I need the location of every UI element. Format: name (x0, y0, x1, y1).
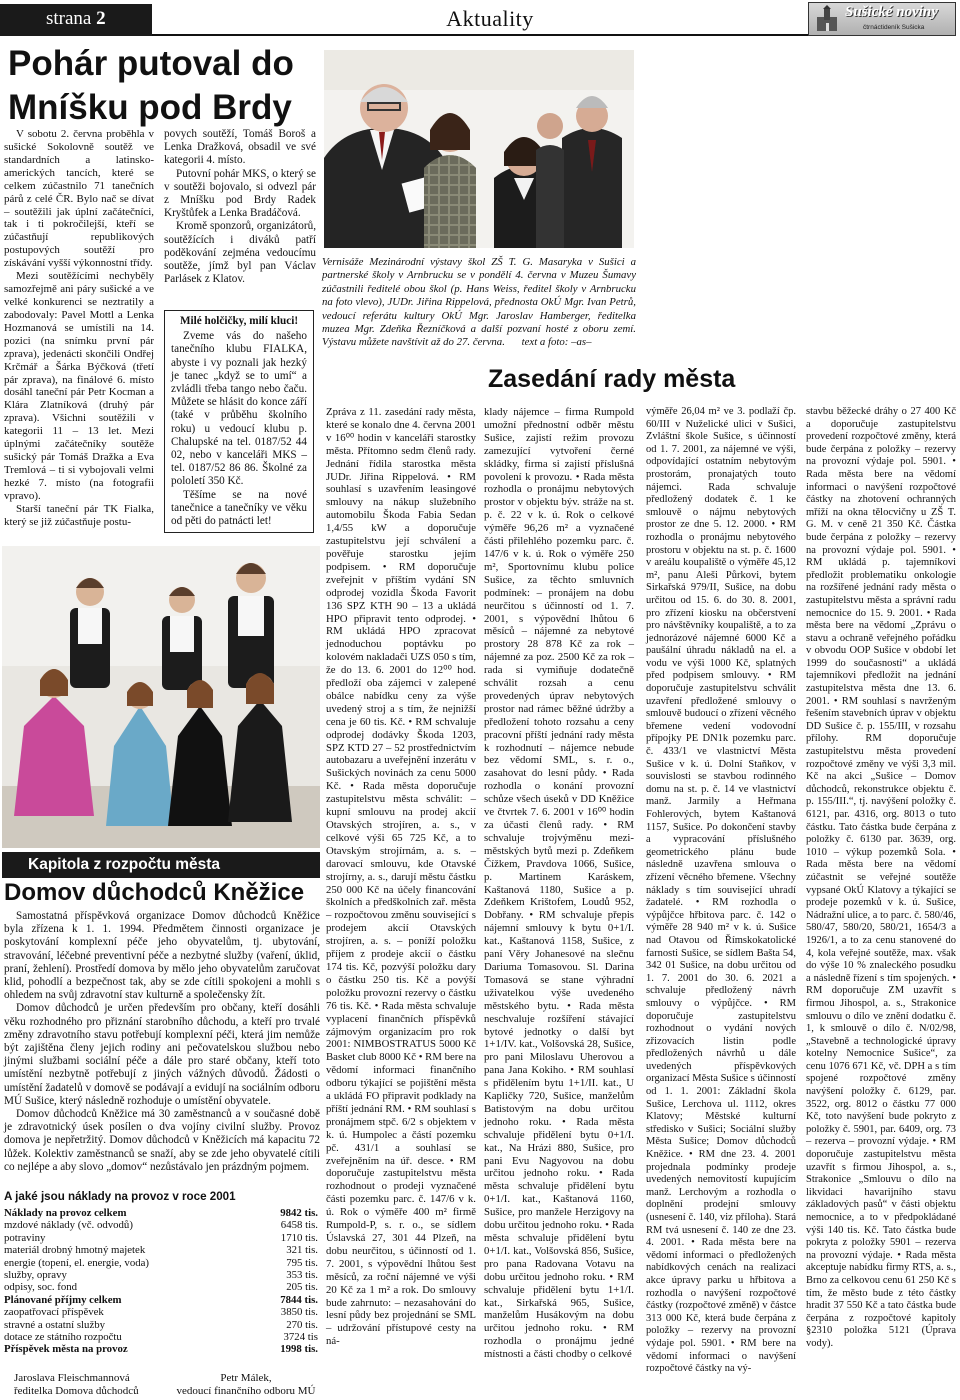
budget-section-bar: Kapitola z rozpočtu města (2, 852, 320, 878)
costs-title: A jaké jsou náklady na provoz v roce 2001 (4, 1190, 236, 1203)
dance-club-invite-box (164, 310, 314, 533)
council-headline: Zasedání rady města (488, 365, 736, 393)
photo-credit: text a foto: –as– (521, 336, 592, 349)
paragraph: Těšíme se na nové tanečnice a tanečníky ve věku od pěti do patnácti let! (171, 488, 307, 528)
paragraph: Zveme vás do našeho tanečního klubu FIALKA, abyste i vy poznali jak hezký je tanec „když se to umí“ a zvládli třeba tango nebo čaču. Můžete se hlásit do konce září (také v průběhu školního roku) u vedoucí klubu p. Chalupské na tel. 0187/52 44 02, nebo v kanceláři MKS – tel. 0187/52 86 86. Školné za pololetí 350 Kč. (171, 330, 307, 488)
paragraph: Starší taneční pár TK Fialka, který se již zúčastňuje postu- (4, 502, 154, 528)
page-number-tab (0, 4, 152, 36)
paragraph: V sobotu 2. června proběhla v sušické Sokolovně soutěž ve standardních a latinsko-amerických tancích, které se celkem zúčastnilo 71 tanečních párů z celé ČR. Bylo nač se dívat – soutěžili jak úplní začátečníci, tak i ti pokročilejší, kteří se zúčastňují republikových postupových soutěží pro získávání vyšší výkonnostní třídy. (4, 128, 154, 270)
article-headline: Pohár putoval do Mníšku pod Brdy (8, 44, 294, 127)
dance-couples-photo (2, 546, 320, 848)
paragraph: Domov důchodců je určen především pro občany, kteří dosáhli věku rozhodného pro přiznání starobního důchodu, a kteří pro trvalé změny zdravotního stavu potřebují komplexní péči, která jim nemůže být zajištěna členy jejich rodiny ani pečovatelskou službou nebo jinými službami sociální péče a dále pro staré občany, kteří toto umístění nezbytně potřebují z jiných vážných důvodů. Žádosti o umístění žadatelů v domově se podávají a evidují na sociálním odboru MÚ Sušice, který následně rozhoduje o umístění obyvatele. (4, 1002, 320, 1107)
signature-left (14, 1372, 174, 1397)
signature-name: Jaroslava Fleischmannová (14, 1372, 130, 1384)
council-col4 (806, 406, 956, 1351)
paragraph: povych soutěží, Tomáš Boroš a Lenka Dražková, obsadil ve své kategorii 4. místo. (164, 128, 316, 167)
church-icon (813, 5, 841, 33)
costs-table (4, 1207, 318, 1356)
vernisage-caption (322, 256, 636, 350)
paragraph: Kromě sponzorů, organizátorů, soutěžících i diváků patří poděkování zejména vedoucímu soutěže, jímž byl pan Václav Parlásek z Klatov. (164, 220, 316, 286)
signature-right (168, 1372, 324, 1397)
paragraph: Putovní pohár MKS, o který se v soutěži bojovalo, si odvezl pár z Mníšku pod Brdy Radek Kryštůfek a Lenka Bradáčová. (164, 167, 316, 220)
cost-row: dotace ze státního rozpočtu 3724 tis (4, 1331, 318, 1344)
page-number: 2 (96, 8, 106, 29)
cost-row: potraviny 1710 tis. (4, 1231, 318, 1244)
vernisage-photo-graphic (324, 50, 634, 248)
paragraph: výměře 26,04 m² ve 3. podlaží čp. 60/III v Nuželické ulici v Sušici, Zvláštní škole Sušice, s účinností od 1. 7. 2001, za nájemné ve výši, odpovídající ostatním nebytovým prostorám, pronajatých touto nájemci. Rada schvaluje předložený dodatek č. 1 ke smlouvě o nájmu nebytových prostor ze dne 5. 12. 2000. • RM rozhodla o pronájmu nebytového prostoru v objektu na st. p. č. 1600 v areálu koupaliště o výměře 45,12 m², panu Aleši Půrkovi, bytem Sirkařská 979/II, Sušice, na dobu určitou od 15. 6. do 30. 8. 2001, pro zřízení kiosku na občerstvení pro návštěvníky koupaliště, a to za jednorázové nájemné 6000 Kč a paušální úhradu nákladů na el. a vodu ve výši 1000 Kč, splatných před podpisem smlouvy. • RM doporučuje zastupitelstvu schválit uzavření předložené smlouvy o smlouvě budoucí o zřízení věcného břemene vedení vodovodní přípojky PE DN1k pozemku parc. č. 433/1 ve vlastnictví Města Sušice v k. ú. Dolní Staňkov, v souvislosti se stavbou rodinného domu na st. p. č. 14 ve vlastnictví manž. Jarmily a Heřmana Fohlerových, bytem Kaštanová 1157, Sušice. Po dokončení stavby a vypracování příslušného geometrického plánu bude následně uzavřena smlouva o zřízení věcného břemene. Všechny náklady s tím související uhradí žadatelé. • RM rozhodla o výpůjčce hřbitova parc. č. 142 o výměře 28 940 m² v k. ú. Sušice nad Otavou od Římskokatolické farnosti Sušice, se sídlem Bašta 54, 342 01 Sušice, na dobu určitou od 1. 7. 2001 do 30. 6. 2021 a schvaluje předložený návrh smlouvy o výpůjčce. • RM doporučuje zastupitelstvu rozhodnout o vydání nových zřizovacích listin podle předložených návrhů u dále uvedených příspěvkových organizací Města Sušice s účinností od 1. 1. 2001: Základní škola Sušice, Lerchova ul. 1112, okres Klatovy; Městské kulturní středisko v Sušici; Sociální služby Města Sušice; Domov důchodců Kněžice. • RM dne 23. 4. 2001 projednala podmínky prodeje uvedených nemovitostí kupujícím manž. Lerchovým a rozhodla o doplnění prodejní smlouvy (usnesení č. 140, viz příloha). Stará RM tvá usnesení č. 140 ze dne 23. 4. 2001. • Rada města bere na vědomí informaci o předložených nabídkových cenách na realizaci akce úpravy parku u hřbitova a rozhodla o navýšení rozpočtové částky (rozpočtové změně) v částce 313 000 Kč, která bude čerpána z položky – rezervy na provozní výdaje pol. 5901. • RM bere na vědomí informaci o navýšení rozpočtové částky na vý- (646, 406, 796, 1375)
paragraph: klady nájemce – firma Rumpold umožní přednostní odběr městu Sušice, zajistí režim provozu zamezující vytvoření černé skládky, firma si zajistí příslušná povolení k provozu. • Rada města rozhodla o pronájmu nebytových prostor v objektu býv. stráže na st. p. č. 22 v k. ú. Rok o celkové výměře 96,26 m² a vyznačené části přilehlého pozemku parc. č. 147/6 v k. ú. Rok o výměře 250 m², Sportovnímu klubu police Sušice, za těchto smluvních podmínek: – pronájem na dobu neurčitou s účinností od 1. 7. 2001, s výpovědní lhůtou 6 měsíců – nájemné za nebytové prostory 28 878 Kč za rok – nájemné za poz. 2500 Kč za rok – rada si vymiňuje dodatečně schválit rozsah a cenu provedených úprav nebytových prostor nad rámec běžné údržby a předložení tohoto rozsahu a ceny pracovní příští jednání rady města k rozhodnutí – nájemce nebude bez vědomí SML, s. r. o., zasahovat do lesní půdy. • Rada rozhodla o konání provozní schůze všech úseků v DD Kněžice ve čtvrtek 7. 6. 2001 v 16⁰⁰ hodin za účasti členů rady. • RM schvaluje trojvýměnu mezi-městských bytů mezi p. Zdeňkem Čížkem, Pravdova 1066, Sušice, p. Martinem Karáskem, Kaštanová 1180, Sušice a p. Zdeňkem Krištofem, Loudů 952, Dobřany. • RM schvaluje přepis nájemní smlouvy k bytu 0+1/I. kat., Kaštanová 1158, Sušice, z paní Věry Johanesové na slečnu Dariuma Tomasovou. Sl. Darina Tomasová se stane výhradní uživatelkou výše uvedeného městského bytu. • Rada města neschvaluje rozšíření stávající bytové jednotky o další byt 1+1/IV. kat., Volšovská 28, Sušice, pro pani Miloslavu Uherovou a pana Jana Kokiho. • RM souhlasí s přidělením bytu 1+1/II. kat., U Kapličky 720, Sušice, manželům Batistovým na dobu určitou jednoho roku. • Rada města schvaluje přidělení bytu 0+1/I. kat., Na Hrázi 880, Sušice, pro pani Evu Nagyovou na dobu určitou jednoho roku. • Rada města schvaluje přidělení bytu 0+1/I. kat., Kaštanová 1160, Sušice, pro manžele Herzigovy na dobu určitou jednoho roku. • Rada města schvaluje přidělení bytu 0+1/I. kat., Volšovská 856, Sušice, pro pana Radovana Votavu na dobu určitou jednoho roku. • RM schvaluje přidělení bytu 1+1/I. kat., Sirkařská 965, Sušice, manželům Husákovým na dobu určitou jednoho roku. • RM rozhodla o pronájmu jedné místnosti a části chodby o celkové (484, 406, 634, 1361)
paragraph: Samostatná příspěvková organizace Domov důchodců Kněžice byla zřízena k 1. 1. 1994. Předmětem činnosti organizace je poskytování komplexní péče jeho obyvatelům, tj. ubytování, stravování, léčebné preventivní péče a nezbytné služby (vaření, úklid, praní, žehlení). Prostředí domova by mělo jeho obyvatelům zaručovat klid, pohodlí a bezpečnost tak, aby se zde cítili spokojeni a mohli s ohledem na svůj zdravotní stav kulturně a společensky žít. (4, 910, 320, 1002)
masthead-subtitle: čtrnáctideník Sušicka (863, 24, 925, 31)
paragraph: Zpráva z 11. zasedání rady města, které se konalo dne 4. června 2001 v 16⁰⁰ hodin v kanceláři starostky města. Přítomno sedm členů rady. Jednání řídila starostka města JUDr. Jiřina Rippelová. • RM souhlasí s uzavřením leasingové smlouvy na nákup služebního automobilu Škoda Fabia Sedan 1,4/55 kW a doporučuje zastupitelstvu její schválení a pověřuje starostku jejím podpisem. • RM doporučuje zveřejnit v příštím vydání SN odprodej vozidla Škoda Favorit 136 SPZ KTH 90 – 13 a ukládá HPO připravit tento odprodej. • RM ukládá HPO zpracovat jednoduchou poptávku po kolovém nakladači UZS 050 s tím, že do 13. 6. 2001 do 12⁰⁰ hod. předloží oba zájemci v zalepené obálce nabídku ceny za výše uvedený stroj a s tím, že nejnižší cena je 60 tis. Kč. • RM schvaluje odprodej dodávky Škoda 1203, SPZ KTD 27 – 52 prostřednictvím autobazaru a uveřejnění inzerátu v Sušických novinách za cenu 5000 Kč. • Rada města doporučuje zastupitelstvu města schválit: – kupní smlouvu na prodej akcií Otavských strojíren, a. s., v celkové výši 65 725 Kč, a to Otavským strojírnám, a. s. – darovací smlouvu, kde Otavské strojírny, a. s., darují městu částku 250 000 Kč na účely financování školních a předškolních zař. města – rozpočtovou změnu související s prodejem akcií Otavských strojíren, a. s. – poníží položku příjem z prodeje akcií o částku 174 tis. Kč, pozvýší položku dary o částku 250 tis. Kč a povýší položku provozní rezervy o částku 76 tis. Kč. • Rada města schvaluje vyplacení finančních příspěvků zájmovým organizacím pro rok 2001: NIMBOSTRATUS 5000 Kč Basket club 8000 Kč • RM bere na vědomí informaci finančního odboru týkající se pojištění města a ukládá FO připravit podklady na příští jednání RM. • RM souhlasí s pronájmem stpč. 6/2 s objektem v k. ú. Humpolec a částí pozemku pč. 431/1 a souhlasí se zveřejněním na úř. desce. • RM doporučuje zastupitelstvu města rozhodnout o prodeji vyznačené části pozemku parc. č. 147/6 v k. ú. Rok o výměře 400 m² firmě Rumpold-P, s. r. o., se sídlem Úslavská 27, 301 44 Plzeň, na dobu neurčitou, s účinností od 1. 7. 2001, s výpovědní lhůtou šest měsíců, za roční nájemné ve výši 20 Kč za 1 m² a rok. Do smlouvy bude zahrnuto: – nezasahování do lesní půdy bez projednání se SML – udržování přístupové cesty na ná- (326, 406, 476, 1348)
masthead-title: Sušické noviny (845, 4, 938, 20)
dance-photo-graphic (2, 546, 320, 848)
cost-row: stravné a ostatní služby 270 tis. (4, 1318, 318, 1331)
paragraph: Domov důchodců Kněžice má 30 zaměstnanců a v současné době je zdravotnický úsek posílen o dva vojíny civilní služby. Provoz domova je nepřetržitý. Domov důchodců v Kněžicích má kapacitu 72 lůžek. Kolektiv zaměstnanců se snaží, aby se zde jeho obyvatelé cítili co nejlépe a aby slovo „domov“ nezůstávalo jen prázdným pojmem. (4, 1108, 320, 1173)
paragraph: stavbu běžecké dráhy o 27 400 Kč a doporučuje zastupitelstvu provedení rozpočtové změny, která bude čerpána z položky – rezervy na provozní výdaje pol. 5901. • Rada města bere na vědomí informaci o navýšení rozpočtové částky na zhotovení ochranných mříží na okna tělocvičny u ZŠ T. G. M. v ceně 21 350 Kč. Částka bude čerpána z položky – rezervy na provozní výdaje pol. 5901. • RM ukládá p. tajemníkovi předložit problematiku onkologie na rozšířené jednání rady města o zastupitelstvu města a správní radu nemocnice do 15. 9. 2001. • Rada města bere na vědomí „Zprávu o stavu a ochraně veřejného pořádku v obvodu OOP Sušice v období let 1999 do současnosti“ a ukládá tajemníkovi předložit na jednání zastupitelstva města dne 13. 6. 2001. • RM souhlasí s navrženým řešením stavebních úprav v objektu DD Sušice č. p. 155/III, v rozsahu přílohy. RM doporučuje zastupitelstvu města provedení rozpočtové změny ve výši 3,3 mil. Kč na akci „Sušice – Domov důchodců, rekonstrukce objektu č. p. 155/III.“, tj. navýšení položky č. 6121, par. 4316, org. 8013 o tuto částku. Tato částka bude čerpána z položky č. 6130 par. 3639, org. 1010 – výkup pozemků Sola. • Rada města bere na vědomí zúčastnit se veřejné soutěže vypsané OkÚ Klatovy a týkající se prodeje pozemků v k. ú. Sušice, Nádražní ulice, a to parc. č. 580/46, 580/47, 580/20, 580/21, 1654/3 a 1926/1, a to za cenu stanovené do 4, kola veřejné soutěže, max. však do výše 10 % znaleckého posudku a následně řízení s tím spojených. • RM doporučuje ZM uzavřít s firmou Jihospol, a. s., Strakonice smlouvu o dílo ve znění dodatku č. 1, k smlouvě o dílo č. N/02/98, „Stavebně a technologické úpravy kotelny Nemocnice Sušice“, za cenu 1076 671 Kč, vč. DPH a s tím spojené rozpočtové změny navýšení položky č. 6129, par. 3522, org. 8012 o částku 77 000 Kč, toto navýšení bude pokryto z položky č. 5901, par. 6409, org. 73 – rezerva – provozní výdaje. • RM doporučuje zastupitelstvu města uzavřít s firmou Jihospol, a. s., Strakonice „Smlouvu o dílo na likvidaci havarijního stavu základových pasů“ v části objektu nemocnice, a to v předpokládané výši 140 tis. Kč. Tato částka bude pokryta z položky 5901 – rezerva na provozní výdaje. • Rada města akceptuje nabídku firmy RTS, a. s., Brno za celkovou cenu 61 250 Kč s tím, že město bude z této částky hradit 37 550 Kč a tato částka bude čerpána z rozpočtové kapitoly §2310 položka 5121 (Úprava vody). (806, 406, 956, 1349)
cost-row: mzdové náklady (vč. odvodů) 6458 tis. (4, 1219, 318, 1232)
signature-name: Petr Málek, (220, 1372, 272, 1384)
budget-body (4, 910, 320, 1174)
masthead-logo[interactable] (808, 2, 956, 36)
caption-text: Vernisáže Mezinárodní výstavy škol ZŠ T. G. Masaryka v Sušici a partnerské školy v Arnbrucku se v pondělí 4. června v Muzeu Šumavy zúčastnili ředitelé obou škol (p. Hans Weiss, ředitel školy v Arnbrucku na foto vlevo), JUDr. Jiřina Rippelová, přednosta OkÚ Mgr. Ivan Petrů, vedoucí referátu kultury OkÚ Mgr. Jaroslav Hamberger, ředitelka muzea Mgr. Zdeňka Řezníčková a další pozvaní hosté z oboru zemí. Výstavu můžete navštívit až do 27. června. (322, 256, 636, 349)
cost-row: Plánované příjmy celkem 7844 tis. (4, 1293, 318, 1306)
cost-row: Příspěvek města na provoz 1998 tis. (4, 1343, 318, 1356)
budget-headline: Domov důchodců Kněžice (4, 879, 305, 906)
cost-row: Náklady na provoz celkem 9842 tis. (4, 1207, 318, 1219)
cost-row: služby, opravy 353 tis. (4, 1269, 318, 1282)
page-label: strana (46, 8, 92, 29)
cost-row: zaopatřovací příspěvek 3850 tis. (4, 1306, 318, 1319)
section-title: Aktuality (410, 6, 570, 32)
header-rule (152, 34, 808, 36)
council-col2 (484, 406, 634, 1361)
article-col1 (4, 128, 154, 529)
signature-role: ředitelka Domova důchodců (14, 1384, 139, 1397)
signature-role: vedoucí finančního odboru MÚ (176, 1384, 316, 1397)
box-title: Milé holčičky, milí kluci! (179, 315, 299, 327)
vernisage-photo (324, 50, 634, 248)
paragraph: Mezi soutěžícími nechyběly samozřejmě ani páry sušické a ve velké konkurenci se neztratily a zabodovaly: Pavel Mottl a Lenka Hozmanová se umístili na 14. pozici (na snímku první pár zprava), jedenácti skončili Ondřej Krčmář a Šárka Býčková (třetí pár zprava), na finálové 6. místo dosáhl taneční pár Petr Kocman a Klára Zlatníková (druhý pár zprava). Všichni soutěžili v kategorii 11 – 13 let. Mezi úplnými začátečníky soutěže sušický pár Tomáš Dražka a Eva Tremlová – ti si vybojovali velmi hezké 7. místo (na fotografii vpravo). (4, 270, 154, 502)
cost-row: energie (topení, el. energie, voda) 795 tis. (4, 1256, 318, 1269)
article-col2 (164, 128, 316, 286)
cost-row: materiál drobný hmotný majetek 321 tis. (4, 1244, 318, 1257)
council-col3 (646, 406, 796, 1376)
council-col1 (326, 406, 476, 1348)
cost-row: odpisy, soc. fond 205 tis. (4, 1281, 318, 1294)
